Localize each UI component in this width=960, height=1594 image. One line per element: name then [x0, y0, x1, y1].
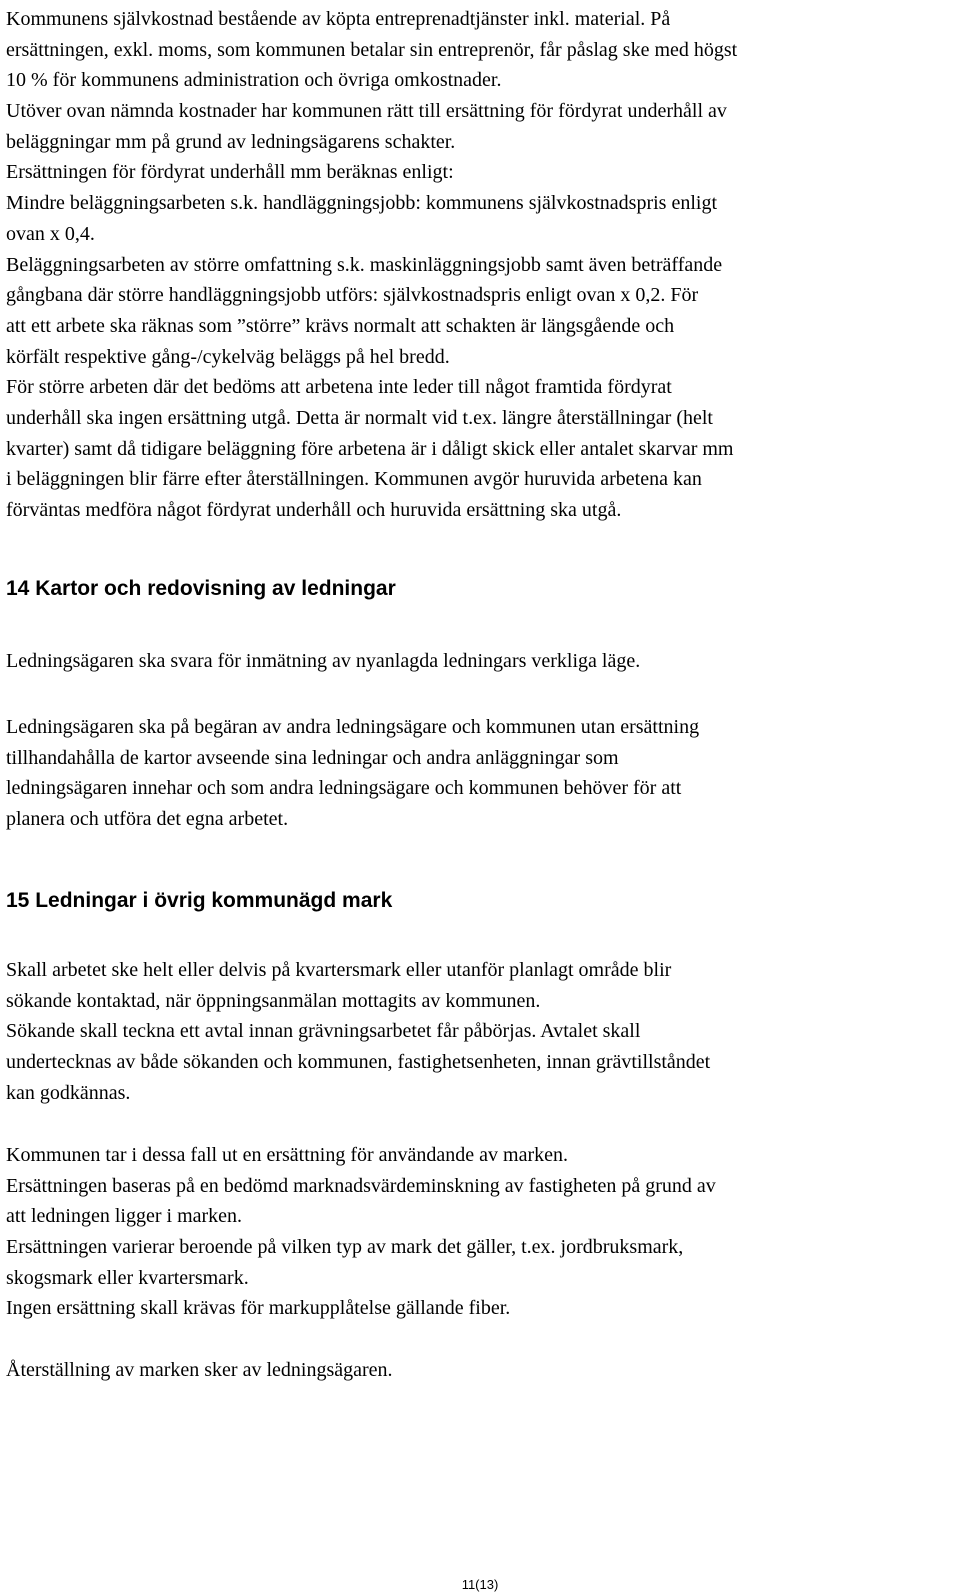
text-line: ledningsägaren innehar och som andra ledningsägare och kommunen behöver för att [6, 777, 682, 800]
text-line: Ledningsägaren ska svara för inmätning av nyanlagda ledningars verkliga läge. [6, 650, 641, 672]
text-line: 10 % för kommunens administration och övriga omkostnader. [6, 69, 502, 92]
text-line: Ingen ersättning skall krävas för markupplåtelse gällande fiber. [6, 1297, 511, 1320]
text-line: Ledningsägaren ska på begäran av andra ledningsägare och kommunen utan ersättning [6, 716, 700, 738]
text-line: ovan x 0,4. [6, 222, 95, 245]
text-line: underhåll ska ingen ersättning utgå. Detta är normalt vid t.ex. längre återställningar (helt [6, 406, 713, 429]
section-heading-15: 15 Ledningar i övrig kommunägd mark [6, 889, 393, 912]
paragraph-restoration [6, 1355, 952, 1386]
page-number: 11(13) [461, 1577, 499, 1592]
text-line: beläggningar mm på grund av ledningsägarens schakter. [6, 130, 456, 153]
text-line: i beläggningen blir färre efter återställningen. Kommunen avgör huruvida arbetena kan [6, 468, 702, 491]
text-line: att ledningen ligger i marken. [6, 1205, 243, 1228]
text-line: Mindre beläggningsarbeten s.k. handläggningsjobb: kommunens självkostnadspris enligt [6, 192, 718, 215]
text-line: Sökande skall teckna ett avtal innan grävningsarbetet får påbörjas. Avtalet skall [6, 1020, 641, 1043]
paragraph-other-land [6, 955, 952, 1108]
text-line: förväntas medföra något fördyrat underhåll och huruvida ersättning ska utgå. [6, 499, 622, 521]
text-line: Ersättningen varierar beroende på vilken typ av mark det gäller, t.ex. jordbruksmark, [6, 1236, 684, 1259]
text-line: planera och utföra det egna arbetet. [6, 808, 289, 831]
text-line: Ersättningen för fördyrat underhåll mm beräknas enligt: [6, 161, 454, 184]
text-line: tillhandahålla de kartor avseende sina ledningar och andra anläggningar som [6, 746, 619, 769]
text-line: körfält respektive gång-/cykelväg beläggs på hel bredd. [6, 345, 450, 368]
text-line: Skall arbetet ske helt eller delvis på kvartersmark eller utanför planlagt område blir [6, 959, 672, 981]
text-line: att ett arbete ska räknas som ”större” krävs normalt att schakten är längsgående och [6, 314, 675, 337]
text-line: Återställning av marken sker av ledningsägaren. [6, 1359, 393, 1381]
text-line: kan godkännas. [6, 1081, 131, 1104]
text-line: gångbana där större handläggningsjobb utförs: självkostnadspris enligt ovan x 0,2. För [6, 284, 699, 307]
text-line: Beläggningsarbeten av större omfattning s.k. maskinläggningsjobb samt även beträffande [6, 253, 723, 276]
text-line: Ersättningen baseras på en bedömd marknadsvärdeminskning av fastigheten på grund av [6, 1174, 716, 1197]
text-line: Utöver ovan nämnda kostnader har kommunen rätt till ersättning för fördyrat underhåll av [6, 100, 727, 123]
text-line: skogsmark eller kvartersmark. [6, 1266, 249, 1289]
paragraph-maps [6, 712, 952, 835]
paragraph-land-compensation [6, 1140, 952, 1324]
section-heading-14: 14 Kartor och redovisning av ledningar [6, 577, 396, 600]
paragraph-measurement [6, 646, 952, 677]
text-line: sökande kontaktad, när öppningsanmälan mottagits av kommunen. [6, 989, 541, 1012]
paragraph-compensation-terms [6, 4, 952, 526]
text-line: undertecknas av både sökanden och kommunen, fastighetsenheten, innan grävtillståndet [6, 1051, 711, 1074]
text-line: kvarter) samt då tidigare beläggning före arbetena är i dåligt skick eller antalet skarvar mm [6, 437, 734, 460]
text-line: Kommunen tar i dessa fall ut en ersättning för användande av marken. [6, 1144, 569, 1166]
text-line: ersättningen, exkl. moms, som kommunen betalar sin entreprenör, får påslag ske med högst [6, 38, 738, 61]
text-line: Kommunens självkostnad bestående av köpta entreprenadtjänster inkl. material. På [6, 8, 671, 30]
text-line: För större arbeten där det bedöms att arbetena inte leder till något framtida fördyrat [6, 376, 672, 399]
